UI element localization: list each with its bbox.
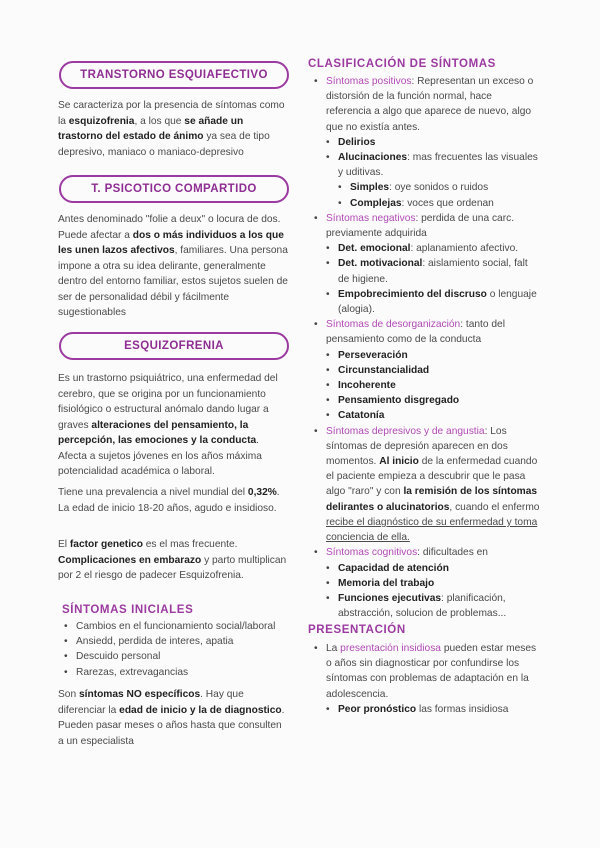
list-item: • Pensamiento disgregado [308,393,540,408]
text-segment: , familiares. Una persona impone a otra su idea delirante, generalmente dentro del entorno familiar, estos sujetos suelen de ser de personalidad débil y fácilmente sugestionables [58,245,288,318]
list-item: • Rarezas, extrevagancias [58,665,298,680]
list-item: • Det. motivacional: aislamiento social, falt de higiene. [308,256,540,286]
list-item: • Empobrecimiento del discruso o lenguaje (alogia). [308,287,540,317]
text-segment: Son [58,689,79,700]
list-item-depresivos: • Síntomas depresivos y de angustia: Los síntomas de depresión aparecen en dos momentos. Al inicio de la enfermedad cuando el paciente empieza a descubrir que le pasa algo "raro" y con la remisión de los síntomas delirantes o alucinatorios, cuando el enfermo recibe el diagnóstico de su enfermedad y toma conciencia de ella. [308,424,540,546]
list-item-positivos: • Síntomas positivos: Representan un exceso o distorsión de la función normal, hace referencia a algo que aparece de nuevo, algo que no existía antes. • Delirios • Alucinaciones: mas frecuentes las visuales y uditivas. • Simples: oye sonidos o ruidos • Complejas: voces que ordenan [308,74,540,211]
text-segment: . Afecta a sujetos jóvenes en los años máxima potencialidad académica o laboral. [58,435,262,477]
list-sintomas-iniciales [58,619,298,680]
bold-text: factor genetico [69,539,143,550]
text-segment: Antes denominado "folie a deux" o locura de dos. Puede afectar a [58,214,281,241]
list-item: • Cambios en el funcionamiento social/laboral [58,619,298,634]
text-segment: ya sea de tipo depresivo, maniaco o maniaco-depresivo [58,131,270,158]
text-segment: y parto multiplican por 2 el riesgo de padecer Esquizofrenia. [58,554,287,581]
list-item: • Descuido personal [58,649,298,664]
list-item-desorganizacion: • Síntomas de desorganización: tanto del pensamiento como de la conducta • Perseveración • Circunstancialidad • Incoherente • Pensamiento disgregado • Catatonía [308,317,540,423]
list-item: • Peor pronóstico las formas insidiosa [308,702,540,717]
list-item: • Memoria del trabajo [308,576,540,591]
section-title-psicotico-compartido: T. PSICOTICO COMPARTIDO [59,175,289,203]
list-clasificacion [308,74,540,621]
paragraph-prevalencia [58,485,290,516]
section-title-esquizofrenia: ESQUIZOFRENIA [59,332,289,360]
text-segment: , a los que [134,115,185,127]
bold-text: alteraciones del pensamiento, la percepción, las emociones y la conducta [58,419,257,446]
text-segment: . Hay que diferenciar la [58,689,244,716]
text-segment: es el mas frecuente. [142,539,238,550]
text-segment: como la [58,100,285,127]
list-presentacion [308,641,540,717]
bold-text: esquizofrenia [68,115,135,127]
list-item-negativos: • Síntomas negativos: perdida de una carc. previamente adquirida • Det. emocional: aplanamiento afectivo. • Det. motivacional: aislamiento social, falt de higiene. • Empobrecimiento del discruso o lenguaje (alogia). [308,211,540,317]
bold-text: se añade un trastorno del estado de ánimo [58,115,244,142]
list-item: • Delirios [308,135,540,150]
bold-text: síntomas NO específicos [78,689,201,700]
heading-clasificacion: CLASIFICACIÓN DE SÍNTOMAS [308,58,496,70]
text-segment: Se caracteriza por la presencia de síntomas [58,100,260,111]
list-item: • Circunstancialidad [308,363,540,378]
heading-presentacion: PRESENTACIÓN [308,624,406,636]
list-item: • Catatonía [308,408,540,423]
paragraph-no-especificos [58,687,290,749]
paragraph-esquiafectivo [58,98,290,160]
list-item: • Alucinaciones: mas frecuentes las visuales y uditivas. • Simples: oye sonidos o ruidos • Complejas: voces que ordenan [308,150,540,211]
section-title-esquiafectivo: TRANSTORNO ESQUIAFECTIVO [59,61,289,89]
text-segment: Es un trastorno psiquiátrico, una enfermedad del cerebro, que se origina por un funcionamiento fisiológico o estructural anómalo dando lugar a graves [58,373,278,431]
bold-text: dos o más individuos a los que les unen lazos afectivos [58,229,284,256]
list-item: • Perseveración [308,348,540,363]
list-item: • Funciones ejecutivas: planificación, abstracción, solucion de problemas... [308,591,540,621]
list-item: • Ansiedd, perdida de interes, apatia [58,634,298,649]
list-item: • Simples: oye sonidos o ruidos [308,180,540,195]
list-item-presentacion: • La presentación insidiosa pueden estar meses o años sin diagnosticar por confundirse los síntomas con problemas de adaptación en la adolescencia. • Peor pronóstico las formas insidiosa [308,641,540,717]
list-item: • Complejas: voces que ordenan [308,196,540,211]
list-item: • Incoherente [308,378,540,393]
heading-sintomas-iniciales: SÍNTOMAS INICIALES [62,604,194,616]
list-item: • Capacidad de atención [308,561,540,576]
list-item-cognitivos: • Síntomas cognitivos: dificultades en • Capacidad de atención • Memoria del trabajo • Funciones ejecutivas: planificación, abstracción, solucion de problemas... [308,545,540,621]
text-segment: . Pueden pasar meses o años hasta que consulten a un especialista [58,704,285,747]
bold-text: Complicaciones en embarazo [58,554,202,566]
bold-text: 0,32% [247,487,277,498]
bold-text: edad de inicio y la de diagnostico [119,704,282,716]
paragraph-factor-genetico [58,537,290,584]
paragraph-esquizofrenia-def [58,371,290,480]
text-segment: Tiene una prevalencia a nivel mundial del [58,487,248,498]
text-segment: . La edad de inicio 18-20 años, agudo e insidioso. [58,487,280,514]
list-item: • Det. emocional: aplanamiento afectivo. [308,241,540,256]
text-segment: El [58,539,70,550]
paragraph-psicotico-compartido [58,212,290,321]
